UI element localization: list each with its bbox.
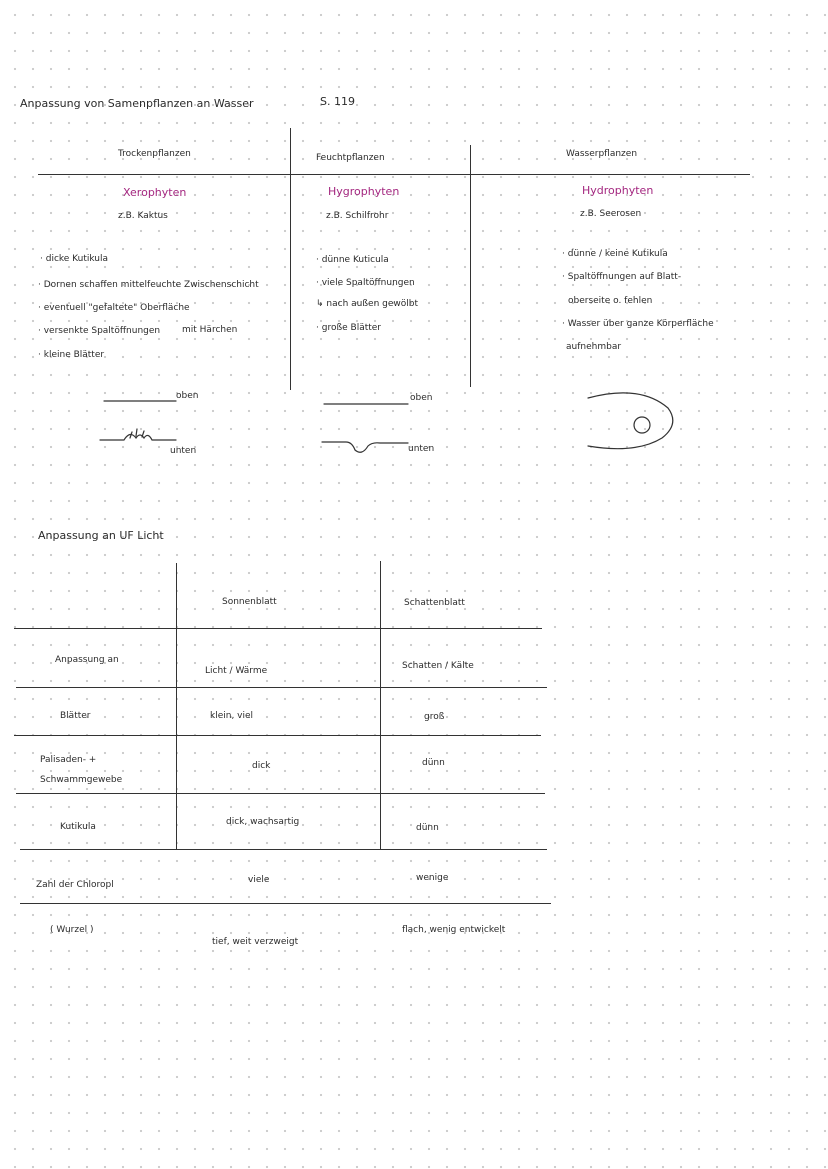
feature-text: kleine Blätter bbox=[43, 350, 105, 360]
col-header-sonnenblatt: Sonnenblatt bbox=[222, 597, 277, 607]
table2-divider-2 bbox=[380, 561, 381, 849]
feature-text: dünne Kuticula bbox=[321, 255, 389, 265]
feature-item: · Dornen schaffen mittelfeuchte Zwischenschicht bbox=[38, 280, 259, 290]
feature-text: Spaltöffnungen auf Blatt- bbox=[567, 272, 682, 282]
row-label: Anpassung an bbox=[55, 655, 119, 665]
cell-sun: dick, wachsartig bbox=[226, 817, 300, 827]
cell-sun: tief, weit verzweigt bbox=[212, 937, 299, 947]
example-schilfrohr: z.B. Schilfrohr bbox=[326, 211, 389, 221]
header-wasserpflanzen: Wasserpflanzen bbox=[566, 149, 638, 159]
cell-sun: Licht / Wärme bbox=[205, 666, 268, 676]
table2-divider-1 bbox=[176, 563, 177, 850]
feature-item: · versenkte Spaltöffnungen bbox=[38, 326, 161, 336]
feature-item: · dünne Kuticula bbox=[316, 255, 389, 265]
water-lily-leaf-outline bbox=[588, 393, 673, 449]
example-seerosen: z.B. Seerosen bbox=[580, 209, 642, 219]
cell-shade: groß bbox=[424, 712, 445, 722]
row-label: Palisaden- + Schwammgewebe bbox=[40, 755, 123, 785]
section-title-light: Anpassung an UF Licht bbox=[38, 529, 164, 542]
feature-text: dicke Kutikula bbox=[45, 254, 109, 264]
feature-note-haerchen: mit Härchen bbox=[182, 325, 238, 335]
diagram-label-oben: oben bbox=[176, 391, 199, 401]
cell-sun: viele bbox=[248, 875, 270, 885]
section-title-water: Anpassung von Samenpflanzen an Wasser bbox=[20, 97, 254, 110]
feature-item: · dünne / keine Kutikula bbox=[562, 249, 668, 259]
cell-sun: dick bbox=[252, 761, 271, 771]
row-label: Zahl der Chloropl bbox=[36, 880, 114, 890]
feature-text: Dornen schaffen mittelfeuchte Zwischenschicht bbox=[43, 280, 259, 290]
raised-stoma bbox=[322, 442, 408, 452]
cell-shade: Schatten / Kälte bbox=[402, 661, 474, 671]
feature-text: viele Spaltöffnungen bbox=[321, 278, 415, 288]
feature-item: · Spaltöffnungen auf Blatt- bbox=[562, 272, 682, 282]
table2-line bbox=[16, 793, 545, 794]
stoma-circle bbox=[634, 417, 650, 433]
feature-continuation: oberseite o. fehlen bbox=[568, 296, 653, 306]
diagram-label-unten: unten bbox=[408, 444, 435, 454]
example-kaktus: z.B. Kaktus bbox=[118, 211, 168, 221]
feature-text: dünne / keine Kutikula bbox=[567, 249, 668, 259]
feature-item: · kleine Blätter bbox=[38, 350, 105, 360]
term-hygrophyten: Hygrophyten bbox=[328, 185, 400, 198]
cell-shade: dünn bbox=[416, 823, 439, 833]
feature-continuation: aufnehmbar bbox=[566, 342, 622, 352]
feature-item: · viele Spaltöffnungen bbox=[316, 278, 415, 288]
cell-shade: wenige bbox=[416, 873, 449, 883]
cell-shade: dünn bbox=[422, 758, 445, 768]
feature-text: eventuell "gefaltete" Oberfläche bbox=[43, 303, 190, 313]
table2-line bbox=[14, 735, 541, 736]
leaf-sketches bbox=[0, 0, 828, 520]
header-trockenpflanzen: Trockenpflanzen bbox=[118, 149, 191, 159]
header-feuchtpflanzen: Feuchtpflanzen bbox=[316, 153, 385, 163]
sunken-stoma-with-hairs bbox=[100, 434, 176, 440]
table2-line bbox=[20, 849, 547, 850]
page-reference: S. 119 bbox=[320, 95, 355, 108]
feature-item: · große Blätter bbox=[316, 323, 382, 333]
row-label: Blätter bbox=[60, 711, 91, 721]
term-hydrophyten: Hydrophyten bbox=[582, 184, 654, 197]
table2-line bbox=[14, 628, 542, 629]
feature-text: nach außen gewölbt bbox=[326, 299, 419, 309]
feature-item: · dicke Kutikula bbox=[40, 254, 109, 264]
feature-text: große Blätter bbox=[321, 323, 382, 333]
feature-item: · Wasser über ganze Körperfläche bbox=[562, 319, 714, 329]
table2-line bbox=[16, 687, 547, 688]
feature-item: · eventuell "gefaltete" Oberfläche bbox=[38, 303, 190, 313]
col-header-schattenblatt: Schattenblatt bbox=[404, 598, 465, 608]
feature-text: versenkte Spaltöffnungen bbox=[43, 326, 161, 336]
row-label: Kutikula bbox=[60, 822, 96, 832]
feature-text: Wasser über ganze Körperfläche bbox=[567, 319, 714, 329]
diagram-label-oben: oben bbox=[410, 393, 433, 403]
term-xerophyten: Xerophyten bbox=[123, 186, 187, 199]
cell-shade: flach, wenig entwickelt bbox=[402, 925, 506, 935]
cell-sun: klein, viel bbox=[210, 711, 254, 721]
diagram-label-unten: unten bbox=[170, 446, 197, 456]
row-label: ( Wurzel ) bbox=[50, 925, 94, 935]
arrow-glyph: ↳ bbox=[316, 299, 324, 309]
table2-line bbox=[20, 903, 551, 904]
